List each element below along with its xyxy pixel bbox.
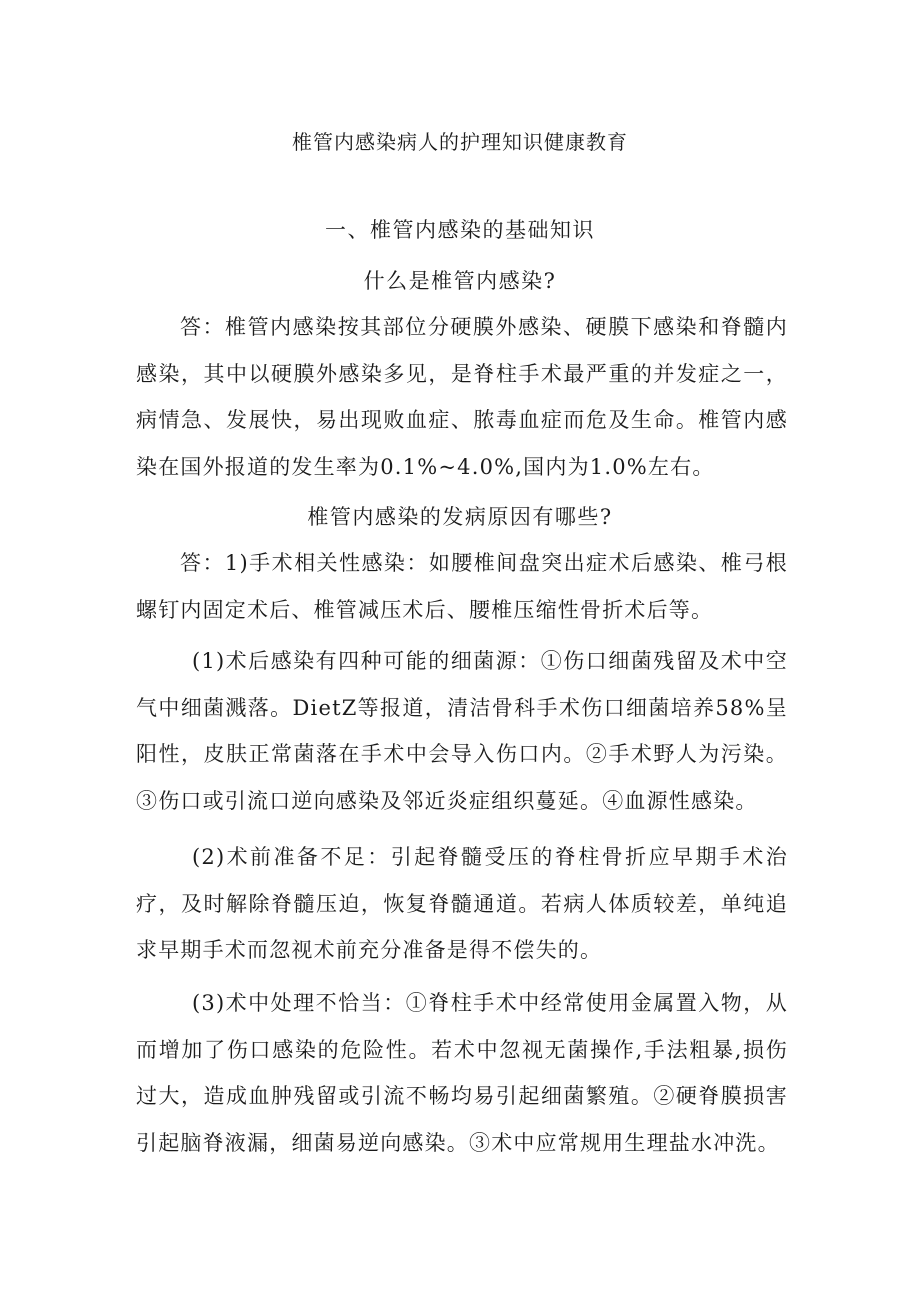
section-heading: 一、椎管内感染的基础知识 xyxy=(325,218,595,242)
answer-paragraph-1: 答：椎管内感染按其部位分硬膜外感染、硬膜下感染和脊髓内感染，其中以硬膜外感染多见，是脊柱手术最严重的并发症之一，病情急、发展快，易出现败血症、脓毒血症而危及生命。椎管内感染在国外报道的发生率为0.1%~4.0%,国内为1.0%左右。 xyxy=(136,315,788,479)
cause-paragraph-3: (3)术中处理不恰当：①脊柱手术中经常使用金属置入物，从而增加了伤口感染的危险性。若术中忽视无菌操作,手法粗暴,损伤过大，造成血肿残留或引流不畅均易引起细菌繁殖。②硬脊膜损害引起脑脊液漏，细菌易逆向感染。③术中应常规用生理盐水冲洗。 xyxy=(136,991,788,1155)
question-heading-2: 椎管内感染的发病原因有哪些? xyxy=(307,505,613,529)
document-title: 椎管内感染病人的护理知识健康教育 xyxy=(292,130,628,154)
cause-paragraph-1: (1)术后感染有四种可能的细菌源：①伤口细菌残留及术中空气中细菌溅落。DietZ等报道，清洁骨科手术伤口细菌培养58%呈阳性，皮肤正常菌落在手术中会导入伤口内。②手术野人为污染。③伤口或引流口逆向感染及邻近炎症组织蔓延。④血源性感染。 xyxy=(136,649,788,813)
question-heading-1: 什么是椎管内感染? xyxy=(363,269,557,293)
cause-paragraph-2: (2)术前准备不足：引起脊髓受压的脊柱骨折应早期手术治疗，及时解除脊髓压迫，恢复脊髓通道。若病人体质较差，单纯追求早期手术而忽视术前充分准备是得不偿失的。 xyxy=(136,845,788,962)
answer-paragraph-2: 答：1)手术相关性感染：如腰椎间盘突出症术后感染、椎弓根螺钉内固定术后、椎管减压术后、腰椎压缩性骨折术后等。 xyxy=(136,551,788,622)
